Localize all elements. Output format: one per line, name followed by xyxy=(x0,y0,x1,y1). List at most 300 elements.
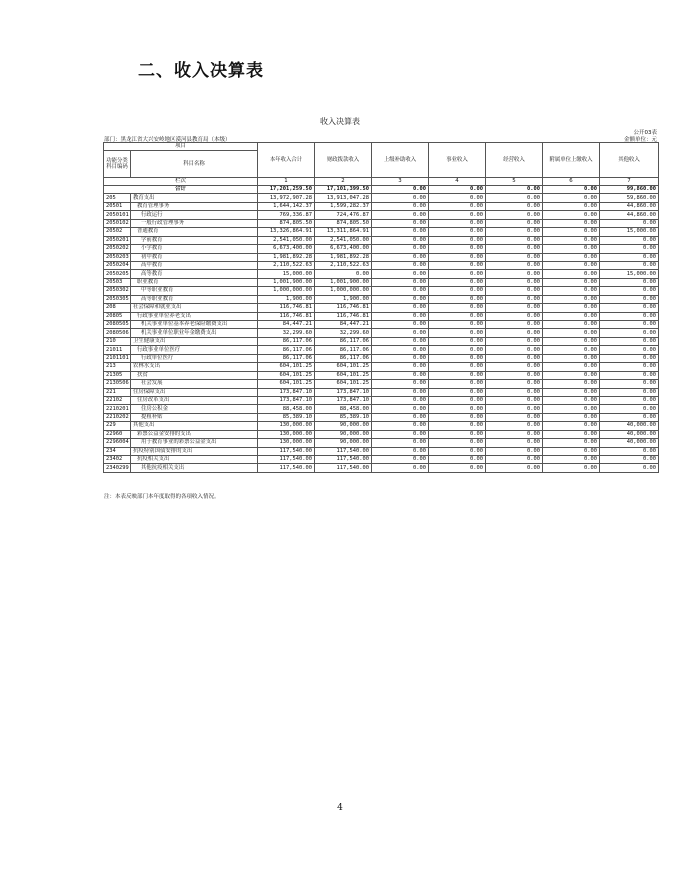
amount-cell: 0.00 xyxy=(429,380,486,388)
subject-code: 2050201 xyxy=(104,236,131,244)
amount-cell: 0.00 xyxy=(372,371,429,379)
amount-cell: 86,117.06 xyxy=(315,346,372,354)
table-row xyxy=(104,236,659,244)
amount-cell: 0.00 xyxy=(543,261,600,269)
amount-cell: 0.00 xyxy=(543,464,600,472)
table-row xyxy=(104,261,659,269)
total-cell: 17,101,399.50 xyxy=(315,186,372,194)
subject-code: 210 xyxy=(104,337,131,345)
amount-cell: 0.00 xyxy=(600,287,659,295)
amount-cell: 0.00 xyxy=(429,396,486,404)
subject-code: 20501 xyxy=(104,202,131,210)
amount-cell: 0.00 xyxy=(429,287,486,295)
subject-name: 住房改革支出 xyxy=(131,396,258,404)
subject-name: 行政单位医疗 xyxy=(131,354,258,362)
amount-cell: 0.00 xyxy=(486,456,543,464)
amount-cell: 0.00 xyxy=(543,321,600,329)
amount-cell: 0.00 xyxy=(429,388,486,396)
amount-cell: 130,000.00 xyxy=(258,430,315,438)
amount-cell: 0.00 xyxy=(372,211,429,219)
amount-cell: 604,101.25 xyxy=(258,380,315,388)
amount-cell: 1,900.00 xyxy=(315,295,372,303)
subject-code: 2050205 xyxy=(104,270,131,278)
amount-cell: 0.00 xyxy=(543,354,600,362)
amount-cell: 15,000.00 xyxy=(600,228,659,236)
subject-code: 20805 xyxy=(104,312,131,320)
amount-cell: 130,000.00 xyxy=(258,422,315,430)
project-header: 项目 xyxy=(104,143,258,151)
amount-unit: 金额单位：元 xyxy=(623,137,657,143)
amount-cell: 0.00 xyxy=(486,396,543,404)
amount-cell: 13,913,047.28 xyxy=(315,194,372,202)
amount-cell: 0.00 xyxy=(486,304,543,312)
amount-cell: 0.00 xyxy=(372,354,429,362)
amount-cell: 0.00 xyxy=(429,202,486,210)
amount-cell: 0.00 xyxy=(429,211,486,219)
col-index: 2 xyxy=(315,178,372,186)
amount-cell: 0.00 xyxy=(543,245,600,253)
amount-cell: 0.00 xyxy=(543,413,600,421)
amount-cell: 0.00 xyxy=(486,447,543,455)
table-row xyxy=(104,464,659,472)
amount-cell: 604,101.25 xyxy=(315,371,372,379)
amount-cell: 0.00 xyxy=(600,245,659,253)
amount-cell: 15,000.00 xyxy=(258,270,315,278)
col-header: 其他收入 xyxy=(600,143,659,178)
subject-name: 普通教育 xyxy=(131,228,258,236)
table-row xyxy=(104,422,659,430)
table-row xyxy=(104,312,659,320)
subject-code: 2050102 xyxy=(104,219,131,227)
subject-name: 学前教育 xyxy=(131,236,258,244)
subject-name: 行政运行 xyxy=(131,211,258,219)
amount-cell: 0.00 xyxy=(372,346,429,354)
amount-cell: 0.00 xyxy=(543,253,600,261)
subject-code: 2050202 xyxy=(104,245,131,253)
amount-cell: 0.00 xyxy=(543,329,600,337)
amount-cell: 0.00 xyxy=(600,464,659,472)
amount-cell: 116,746.81 xyxy=(315,312,372,320)
table-row xyxy=(104,329,659,337)
department-label: 部门：黑龙江省大兴安岭地区漠河县教育局（本级） xyxy=(104,137,231,143)
amount-cell: 0.00 xyxy=(600,380,659,388)
subject-name: 行政事业单位医疗 xyxy=(131,346,258,354)
amount-cell: 0.00 xyxy=(372,236,429,244)
amount-cell: 0.00 xyxy=(372,253,429,261)
amount-cell: 0.00 xyxy=(486,278,543,286)
amount-cell: 40,000.00 xyxy=(600,422,659,430)
col-header: 财政拨款收入 xyxy=(315,143,372,178)
amount-cell: 0.00 xyxy=(543,312,600,320)
amount-cell: 0.00 xyxy=(543,211,600,219)
amount-cell: 0.00 xyxy=(486,363,543,371)
amount-cell: 0.00 xyxy=(486,236,543,244)
amount-cell: 1,981,892.28 xyxy=(315,253,372,261)
amount-cell: 130,000.00 xyxy=(258,439,315,447)
amount-cell: 0.00 xyxy=(486,245,543,253)
table-row xyxy=(104,430,659,438)
amount-cell: 604,101.25 xyxy=(315,380,372,388)
amount-cell: 0.00 xyxy=(486,329,543,337)
amount-cell: 0.00 xyxy=(372,287,429,295)
subject-name: 抗疫相关支出 xyxy=(131,456,258,464)
amount-cell: 0.00 xyxy=(372,270,429,278)
subject-name: 其他抗疫相关支出 xyxy=(131,464,258,472)
amount-cell: 0.00 xyxy=(372,261,429,269)
amount-cell: 0.00 xyxy=(429,321,486,329)
amount-cell: 0.00 xyxy=(429,447,486,455)
amount-cell: 0.00 xyxy=(600,456,659,464)
amount-cell: 1,599,282.37 xyxy=(315,202,372,210)
amount-cell: 0.00 xyxy=(486,219,543,227)
table-row xyxy=(104,295,659,303)
amount-cell: 32,299.60 xyxy=(258,329,315,337)
col-index: 3 xyxy=(372,178,429,186)
table-row xyxy=(104,287,659,295)
table-row xyxy=(104,270,659,278)
amount-cell: 117,540.00 xyxy=(315,464,372,472)
total-cell: 0.00 xyxy=(486,186,543,194)
subject-code: 22960 xyxy=(104,430,131,438)
amount-cell: 1,001,900.00 xyxy=(315,278,372,286)
amount-cell: 0.00 xyxy=(600,321,659,329)
subject-name: 初中教育 xyxy=(131,253,258,261)
table-row xyxy=(104,405,659,413)
amount-cell: 0.00 xyxy=(486,430,543,438)
amount-cell: 32,299.60 xyxy=(315,329,372,337)
amount-cell: 0.00 xyxy=(372,219,429,227)
amount-cell: 116,746.81 xyxy=(258,304,315,312)
subject-code: 2101101 xyxy=(104,354,131,362)
amount-cell: 0.00 xyxy=(429,337,486,345)
amount-cell: 0.00 xyxy=(372,405,429,413)
section-heading: 二、收入决算表 xyxy=(138,61,264,81)
col-header: 经营收入 xyxy=(486,143,543,178)
subject-name: 教育管理事务 xyxy=(131,202,258,210)
table-row xyxy=(104,304,659,312)
subject-code: 2050204 xyxy=(104,261,131,269)
amount-cell: 0.00 xyxy=(543,304,600,312)
subject-code: 2080505 xyxy=(104,321,131,329)
amount-cell: 0.00 xyxy=(543,278,600,286)
amount-cell: 84,447.21 xyxy=(258,321,315,329)
amount-cell: 117,540.00 xyxy=(258,456,315,464)
col-index: 1 xyxy=(258,178,315,186)
amount-cell: 86,117.06 xyxy=(315,354,372,362)
subject-code: 229 xyxy=(104,422,131,430)
subject-name: 扶贫 xyxy=(131,371,258,379)
amount-cell: 0.00 xyxy=(600,278,659,286)
amount-cell: 173,847.10 xyxy=(315,396,372,404)
name-header: 科目名称 xyxy=(131,151,258,178)
amount-cell: 0.00 xyxy=(543,447,600,455)
amount-cell: 0.00 xyxy=(429,439,486,447)
amount-cell: 90,000.00 xyxy=(315,430,372,438)
amount-cell: 0.00 xyxy=(600,447,659,455)
amount-cell: 0.00 xyxy=(486,337,543,345)
amount-cell: 0.00 xyxy=(429,261,486,269)
amount-cell: 0.00 xyxy=(429,194,486,202)
subject-name: 卫生健康支出 xyxy=(131,337,258,345)
amount-cell: 0.00 xyxy=(429,464,486,472)
subject-code: 2050302 xyxy=(104,287,131,295)
code-header: 功能分类科目编码 xyxy=(104,151,131,178)
amount-cell: 0.00 xyxy=(372,329,429,337)
table-row xyxy=(104,396,659,404)
total-cell: 17,201,259.50 xyxy=(258,186,315,194)
amount-cell: 0.00 xyxy=(429,228,486,236)
amount-cell: 0.00 xyxy=(486,371,543,379)
amount-cell: 0.00 xyxy=(429,253,486,261)
subject-name: 教育支出 xyxy=(131,194,258,202)
table-row xyxy=(104,439,659,447)
amount-cell: 86,117.06 xyxy=(315,337,372,345)
total-label: 合计 xyxy=(104,186,258,194)
col-index: 6 xyxy=(543,178,600,186)
table-row xyxy=(104,380,659,388)
amount-cell: 0.00 xyxy=(372,413,429,421)
amount-cell: 0.00 xyxy=(429,422,486,430)
subject-name: 彩票公益金安排的支出 xyxy=(131,430,258,438)
amount-cell: 90,000.00 xyxy=(315,422,372,430)
amount-cell: 0.00 xyxy=(543,396,600,404)
subject-code: 2210201 xyxy=(104,405,131,413)
amount-cell: 0.00 xyxy=(543,430,600,438)
amount-cell: 1,900.00 xyxy=(258,295,315,303)
amount-cell: 0.00 xyxy=(429,413,486,421)
amount-cell: 85,389.10 xyxy=(315,413,372,421)
amount-cell: 1,000,000.00 xyxy=(315,287,372,295)
amount-cell: 15,000.00 xyxy=(600,270,659,278)
col-header: 本年收入合计 xyxy=(258,143,315,178)
amount-cell: 0.00 xyxy=(372,295,429,303)
subject-code: 22102 xyxy=(104,396,131,404)
amount-cell: 44,860.00 xyxy=(600,211,659,219)
table-row xyxy=(104,245,659,253)
amount-cell: 0.00 xyxy=(486,346,543,354)
amount-cell: 0.00 xyxy=(600,304,659,312)
table-title: 收入决算表 xyxy=(320,117,360,126)
amount-cell: 724,476.87 xyxy=(315,211,372,219)
amount-cell: 0.00 xyxy=(486,354,543,362)
subject-name: 一般行政管理事务 xyxy=(131,219,258,227)
subject-name: 住房公积金 xyxy=(131,405,258,413)
amount-cell: 0.00 xyxy=(600,405,659,413)
subject-code: 205 xyxy=(104,194,131,202)
total-row xyxy=(104,186,659,194)
table-row xyxy=(104,228,659,236)
subject-name: 社会保障和就业支出 xyxy=(131,304,258,312)
amount-cell: 0.00 xyxy=(429,405,486,413)
subject-code: 2050305 xyxy=(104,295,131,303)
table-row xyxy=(104,354,659,362)
amount-cell: 0.00 xyxy=(600,219,659,227)
amount-cell: 0.00 xyxy=(600,354,659,362)
amount-cell: 0.00 xyxy=(315,270,372,278)
amount-cell: 6,673,400.00 xyxy=(258,245,315,253)
subject-name: 提租补贴 xyxy=(131,413,258,421)
income-table xyxy=(103,142,659,473)
amount-cell: 0.00 xyxy=(486,380,543,388)
amount-cell: 0.00 xyxy=(429,312,486,320)
amount-cell: 0.00 xyxy=(372,321,429,329)
amount-cell: 0.00 xyxy=(372,228,429,236)
amount-cell: 86,117.06 xyxy=(258,346,315,354)
amount-cell: 0.00 xyxy=(429,236,486,244)
table-note: 注：本表反映部门本年度取得的各项收入情况。 xyxy=(104,494,220,500)
amount-cell: 0.00 xyxy=(372,388,429,396)
amount-cell: 874,805.50 xyxy=(315,219,372,227)
amount-cell: 0.00 xyxy=(600,388,659,396)
subject-code: 234 xyxy=(104,447,131,455)
subject-name: 高中教育 xyxy=(131,261,258,269)
amount-cell: 0.00 xyxy=(486,413,543,421)
total-cell: 99,860.00 xyxy=(600,186,659,194)
total-cell: 0.00 xyxy=(543,186,600,194)
table-row xyxy=(104,363,659,371)
amount-cell: 0.00 xyxy=(429,219,486,227)
subject-name: 社会发展 xyxy=(131,380,258,388)
subject-name: 用于教育事业的彩票公益金支出 xyxy=(131,439,258,447)
amount-cell: 0.00 xyxy=(429,346,486,354)
table-row xyxy=(104,447,659,455)
table-row xyxy=(104,371,659,379)
amount-cell: 874,805.50 xyxy=(258,219,315,227)
amount-cell: 86,117.06 xyxy=(258,354,315,362)
amount-cell: 769,336.87 xyxy=(258,211,315,219)
subject-code: 213 xyxy=(104,363,131,371)
amount-cell: 0.00 xyxy=(543,388,600,396)
amount-cell: 173,847.10 xyxy=(315,388,372,396)
amount-cell: 0.00 xyxy=(543,219,600,227)
table-row xyxy=(104,211,659,219)
subject-code: 208 xyxy=(104,304,131,312)
amount-cell: 0.00 xyxy=(372,278,429,286)
amount-cell: 0.00 xyxy=(543,228,600,236)
total-cell: 0.00 xyxy=(372,186,429,194)
amount-cell: 2,110,522.63 xyxy=(315,261,372,269)
amount-cell: 0.00 xyxy=(543,380,600,388)
amount-cell: 0.00 xyxy=(486,405,543,413)
amount-cell: 0.00 xyxy=(429,363,486,371)
subject-name: 住房保障支出 xyxy=(131,388,258,396)
subject-code: 2050101 xyxy=(104,211,131,219)
amount-cell: 40,000.00 xyxy=(600,430,659,438)
amount-cell: 2,541,050.00 xyxy=(315,236,372,244)
table-row xyxy=(104,321,659,329)
amount-cell: 0.00 xyxy=(600,295,659,303)
amount-cell: 0.00 xyxy=(429,304,486,312)
amount-cell: 0.00 xyxy=(429,456,486,464)
amount-cell: 13,326,864.91 xyxy=(258,228,315,236)
table-row xyxy=(104,219,659,227)
amount-cell: 0.00 xyxy=(543,371,600,379)
amount-cell: 6,673,400.00 xyxy=(315,245,372,253)
amount-cell: 0.00 xyxy=(600,236,659,244)
amount-cell: 0.00 xyxy=(372,430,429,438)
amount-cell: 0.00 xyxy=(600,413,659,421)
amount-cell: 0.00 xyxy=(543,439,600,447)
page-number: 4 xyxy=(337,803,343,813)
amount-cell: 0.00 xyxy=(372,464,429,472)
subject-name: 职业教育 xyxy=(131,278,258,286)
amount-cell: 0.00 xyxy=(600,312,659,320)
amount-cell: 0.00 xyxy=(486,287,543,295)
amount-cell: 2,541,050.00 xyxy=(258,236,315,244)
subject-code: 2296004 xyxy=(104,439,131,447)
amount-cell: 1,000,000.00 xyxy=(258,287,315,295)
amount-cell: 117,540.00 xyxy=(258,464,315,472)
form-number: 公开03表 xyxy=(633,130,657,136)
table-row xyxy=(104,194,659,202)
amount-cell: 0.00 xyxy=(429,430,486,438)
amount-cell: 0.00 xyxy=(429,295,486,303)
amount-cell: 117,540.00 xyxy=(315,456,372,464)
amount-cell: 0.00 xyxy=(429,354,486,362)
subject-code: 21305 xyxy=(104,371,131,379)
subject-code: 2080506 xyxy=(104,329,131,337)
amount-cell: 59,860.00 xyxy=(600,194,659,202)
table-row xyxy=(104,278,659,286)
amount-cell: 0.00 xyxy=(372,312,429,320)
amount-cell: 0.00 xyxy=(543,363,600,371)
amount-cell: 0.00 xyxy=(543,194,600,202)
col-header: 事业收入 xyxy=(429,143,486,178)
amount-cell: 0.00 xyxy=(600,337,659,345)
amount-cell: 0.00 xyxy=(543,236,600,244)
subject-code: 2340299 xyxy=(104,464,131,472)
amount-cell: 117,540.00 xyxy=(258,447,315,455)
subject-name: 机关事业单位基本养老保险缴费支出 xyxy=(131,321,258,329)
amount-cell: 0.00 xyxy=(372,380,429,388)
amount-cell: 0.00 xyxy=(486,422,543,430)
amount-cell: 0.00 xyxy=(543,270,600,278)
amount-cell: 0.00 xyxy=(543,202,600,210)
table-row xyxy=(104,388,659,396)
amount-cell: 13,972,907.28 xyxy=(258,194,315,202)
amount-cell: 0.00 xyxy=(372,422,429,430)
amount-cell: 604,101.25 xyxy=(258,371,315,379)
amount-cell: 0.00 xyxy=(486,202,543,210)
amount-cell: 1,981,892.28 xyxy=(258,253,315,261)
subject-name: 机关事业单位职业年金缴费支出 xyxy=(131,329,258,337)
amount-cell: 0.00 xyxy=(543,422,600,430)
table-row xyxy=(104,253,659,261)
amount-cell: 40,000.00 xyxy=(600,439,659,447)
col-index-label: 栏次 xyxy=(104,178,258,186)
amount-cell: 0.00 xyxy=(543,346,600,354)
amount-cell: 0.00 xyxy=(486,253,543,261)
amount-cell: 88,458.00 xyxy=(258,405,315,413)
amount-cell: 85,389.10 xyxy=(258,413,315,421)
amount-cell: 0.00 xyxy=(486,312,543,320)
amount-cell: 90,000.00 xyxy=(315,439,372,447)
amount-cell: 1,644,142.37 xyxy=(258,202,315,210)
amount-cell: 0.00 xyxy=(486,270,543,278)
subject-name: 小学教育 xyxy=(131,245,258,253)
amount-cell: 0.00 xyxy=(486,295,543,303)
amount-cell: 0.00 xyxy=(486,321,543,329)
subject-code: 20502 xyxy=(104,228,131,236)
amount-cell: 0.00 xyxy=(372,456,429,464)
col-header: 附属单位上缴收入 xyxy=(543,143,600,178)
amount-cell: 0.00 xyxy=(429,371,486,379)
amount-cell: 0.00 xyxy=(372,447,429,455)
col-index: 4 xyxy=(429,178,486,186)
table-row xyxy=(104,202,659,210)
subject-code: 2210202 xyxy=(104,413,131,421)
table-row xyxy=(104,337,659,345)
